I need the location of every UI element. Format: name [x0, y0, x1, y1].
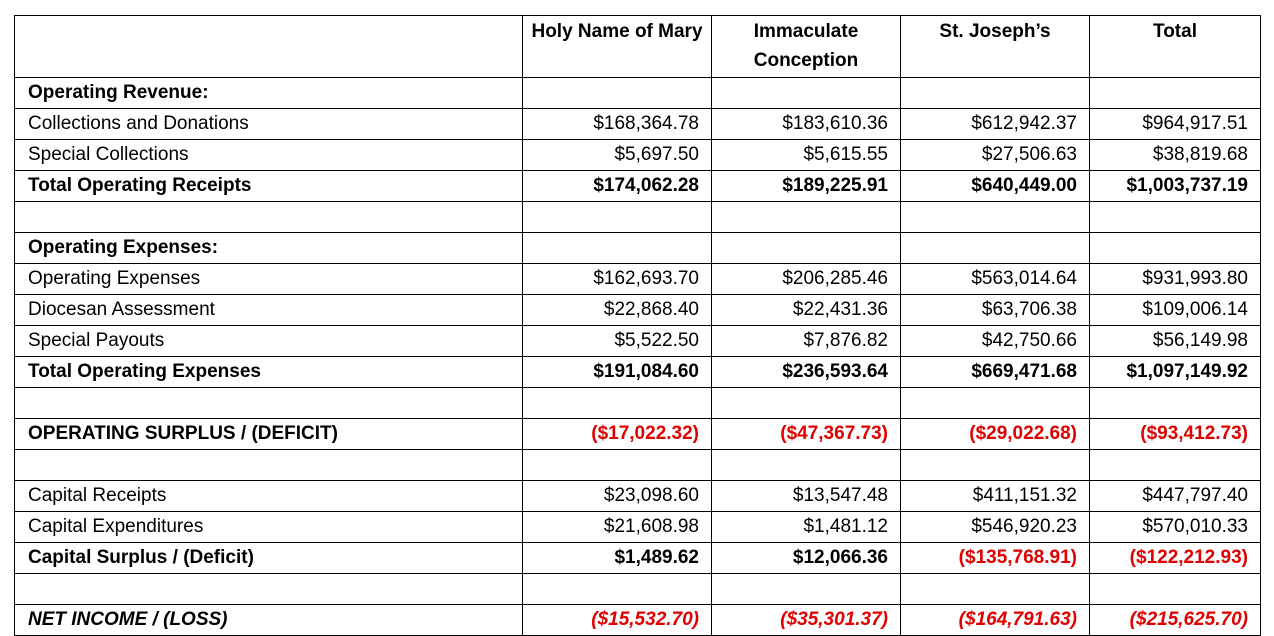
- table-row: [15, 140, 1261, 171]
- table-row: [15, 512, 1261, 543]
- table-row: [15, 78, 1261, 109]
- table-row: [15, 419, 1261, 450]
- table-row: [15, 295, 1261, 326]
- value-cell: $669,471.68: [901, 357, 1090, 388]
- table-row: [15, 264, 1261, 295]
- value-cell: ($93,412.73): [1090, 419, 1261, 450]
- value-cell: ($135,768.91): [901, 543, 1090, 574]
- row-label: Capital Receipts: [15, 481, 523, 512]
- value-cell: $38,819.68: [1090, 140, 1261, 171]
- value-cell: $7,876.82: [712, 326, 901, 357]
- value-cell: ($122,212.93): [1090, 543, 1261, 574]
- value-cell: [1090, 233, 1261, 264]
- value-cell: $640,449.00: [901, 171, 1090, 202]
- header-row: [15, 16, 1261, 78]
- value-cell: $42,750.66: [901, 326, 1090, 357]
- value-cell: $109,006.14: [1090, 295, 1261, 326]
- row-label: Capital Expenditures: [15, 512, 523, 543]
- value-cell: $21,608.98: [523, 512, 712, 543]
- value-cell: ($29,022.68): [901, 419, 1090, 450]
- table-row: [15, 388, 1261, 419]
- row-label: OPERATING SURPLUS / (DEFICIT): [15, 419, 523, 450]
- value-cell: $191,084.60: [523, 357, 712, 388]
- value-cell: [1090, 202, 1261, 233]
- row-label: Collections and Donations: [15, 109, 523, 140]
- header-immaculate-conception: Immaculate Conception: [712, 16, 901, 78]
- value-cell: [712, 233, 901, 264]
- value-cell: $5,615.55: [712, 140, 901, 171]
- header-blank-cell: [15, 16, 523, 78]
- value-cell: [712, 388, 901, 419]
- value-cell: $931,993.80: [1090, 264, 1261, 295]
- value-cell: [1090, 78, 1261, 109]
- table-row: [15, 450, 1261, 481]
- table-row: [15, 543, 1261, 574]
- value-cell: $1,481.12: [712, 512, 901, 543]
- row-label: Capital Surplus / (Deficit): [15, 543, 523, 574]
- value-cell: ($164,791.63): [901, 605, 1090, 636]
- value-cell: [523, 202, 712, 233]
- row-label: NET INCOME / (LOSS): [15, 605, 523, 636]
- value-cell: ($35,301.37): [712, 605, 901, 636]
- table-row: [15, 357, 1261, 388]
- value-cell: $5,697.50: [523, 140, 712, 171]
- value-cell: $162,693.70: [523, 264, 712, 295]
- value-cell: $546,920.23: [901, 512, 1090, 543]
- value-cell: $206,285.46: [712, 264, 901, 295]
- table-row: [15, 202, 1261, 233]
- value-cell: $189,225.91: [712, 171, 901, 202]
- table-row: [15, 574, 1261, 605]
- value-cell: [712, 78, 901, 109]
- value-cell: ($215,625.70): [1090, 605, 1261, 636]
- value-cell: $612,942.37: [901, 109, 1090, 140]
- value-cell: ($17,022.32): [523, 419, 712, 450]
- value-cell: [901, 450, 1090, 481]
- row-label: Special Collections: [15, 140, 523, 171]
- value-cell: $1,097,149.92: [1090, 357, 1261, 388]
- row-label: [15, 574, 523, 605]
- table-row: [15, 233, 1261, 264]
- row-label: Special Payouts: [15, 326, 523, 357]
- value-cell: $1,489.62: [523, 543, 712, 574]
- value-cell: [523, 78, 712, 109]
- value-cell: $27,506.63: [901, 140, 1090, 171]
- value-cell: $570,010.33: [1090, 512, 1261, 543]
- value-cell: $174,062.28: [523, 171, 712, 202]
- table-row: [15, 109, 1261, 140]
- header-st-josephs: St. Joseph’s: [901, 16, 1090, 78]
- value-cell: [1090, 574, 1261, 605]
- value-cell: $183,610.36: [712, 109, 901, 140]
- value-cell: [1090, 388, 1261, 419]
- row-label: [15, 450, 523, 481]
- value-cell: [712, 574, 901, 605]
- value-cell: $447,797.40: [1090, 481, 1261, 512]
- value-cell: [523, 233, 712, 264]
- value-cell: ($47,367.73): [712, 419, 901, 450]
- value-cell: [712, 450, 901, 481]
- value-cell: [901, 388, 1090, 419]
- value-cell: [712, 202, 901, 233]
- table-body: [15, 78, 1261, 636]
- value-cell: [1090, 450, 1261, 481]
- value-cell: $22,431.36: [712, 295, 901, 326]
- value-cell: $5,522.50: [523, 326, 712, 357]
- value-cell: $23,098.60: [523, 481, 712, 512]
- value-cell: [901, 574, 1090, 605]
- header-holy-name-of-mary: Holy Name of Mary: [523, 16, 712, 78]
- value-cell: $22,868.40: [523, 295, 712, 326]
- row-label: Total Operating Receipts: [15, 171, 523, 202]
- value-cell: $168,364.78: [523, 109, 712, 140]
- value-cell: $563,014.64: [901, 264, 1090, 295]
- value-cell: [523, 450, 712, 481]
- value-cell: $56,149.98: [1090, 326, 1261, 357]
- financial-summary-table: [14, 15, 1261, 636]
- value-cell: $13,547.48: [712, 481, 901, 512]
- value-cell: $1,003,737.19: [1090, 171, 1261, 202]
- value-cell: $236,593.64: [712, 357, 901, 388]
- value-cell: [523, 574, 712, 605]
- value-cell: [901, 202, 1090, 233]
- row-label: Operating Revenue:: [15, 78, 523, 109]
- row-label: Diocesan Assessment: [15, 295, 523, 326]
- value-cell: [901, 233, 1090, 264]
- value-cell: $964,917.51: [1090, 109, 1261, 140]
- value-cell: [901, 78, 1090, 109]
- table-row: [15, 326, 1261, 357]
- value-cell: ($15,532.70): [523, 605, 712, 636]
- row-label: Operating Expenses: [15, 264, 523, 295]
- value-cell: $12,066.36: [712, 543, 901, 574]
- value-cell: $411,151.32: [901, 481, 1090, 512]
- value-cell: [523, 388, 712, 419]
- row-label: Operating Expenses:: [15, 233, 523, 264]
- row-label: [15, 388, 523, 419]
- table-row: [15, 481, 1261, 512]
- table-row: [15, 605, 1261, 636]
- header-total: Total: [1090, 16, 1261, 78]
- row-label: Total Operating Expenses: [15, 357, 523, 388]
- value-cell: $63,706.38: [901, 295, 1090, 326]
- table-row: [15, 171, 1261, 202]
- row-label: [15, 202, 523, 233]
